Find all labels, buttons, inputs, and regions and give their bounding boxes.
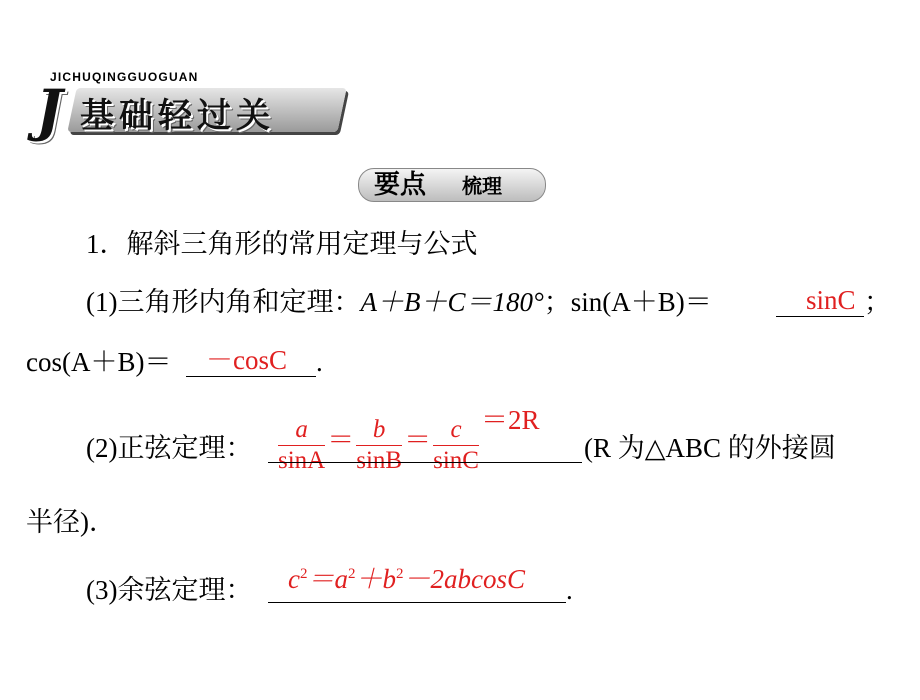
item3-period: . <box>566 575 573 605</box>
item2-note2: 半径)． <box>26 507 116 537</box>
banner-letter-logo: J <box>36 78 63 144</box>
eq-2: ＝ <box>404 425 432 455</box>
a-term: ＝a <box>307 564 348 594</box>
b-exp: 2 <box>395 566 404 582</box>
section-tag-text: 梳理 <box>462 174 502 198</box>
eq-1: ＝ <box>327 425 355 455</box>
item2-prefix: (2)正弦定理： <box>86 433 253 463</box>
item1-cos-answer: －cosC <box>206 345 287 375</box>
fraction-c-den: sinC <box>433 446 479 474</box>
fraction-b-den: sinB <box>356 446 403 474</box>
item1-sin-answer: sinC <box>806 285 856 315</box>
item1-period: . <box>316 347 323 377</box>
item1-prefix: (1)三角形内角和定理： <box>86 287 361 317</box>
fraction-a <box>278 416 325 475</box>
c-exp: 2 <box>299 566 308 582</box>
banner-title: 基础轻过关 <box>80 96 275 136</box>
a-exp: 2 <box>347 566 356 582</box>
item3-prefix: (3)余弦定理： <box>86 575 253 605</box>
fraction-a-bar <box>278 445 325 446</box>
fraction-b-num: b <box>372 415 386 443</box>
item1-sin-expr: sin(A＋B)＝ <box>570 287 712 317</box>
fraction-c-num: c <box>450 415 462 443</box>
section-tag-bold: 要点 <box>374 170 427 200</box>
item3-answer <box>288 558 525 595</box>
c-var: c <box>288 564 300 594</box>
item1-sep: ； <box>543 287 571 317</box>
item1-end: ； <box>864 287 891 317</box>
cos-term: －2abcosC <box>403 564 525 594</box>
item1-sin-blank <box>776 316 864 317</box>
item1-formula: A＋B＋C＝180° <box>360 287 544 317</box>
fraction-a-den: sinA <box>278 446 326 474</box>
item2-result: ＝2R <box>480 405 540 435</box>
item1-line <box>86 286 712 318</box>
banner-pinyin: JICHUQINGGUOGUAN <box>50 70 199 84</box>
item1-cos-blank <box>186 376 316 377</box>
fraction-a-num: a <box>295 415 308 443</box>
item1-cos-expr: cos(A＋B)＝ <box>26 347 172 377</box>
item3-blank <box>268 602 566 603</box>
fraction-b <box>356 416 402 475</box>
fraction-b-bar <box>356 445 402 446</box>
item2-sine-law <box>278 398 541 475</box>
section-heading: 1．解斜三角形的常用定理与公式 <box>86 229 478 259</box>
fraction-c <box>433 416 479 475</box>
item2-blank <box>268 462 582 463</box>
b-term: ＋b <box>355 564 396 594</box>
item2-note: (R 为△ABC 的外接圆 <box>584 433 836 463</box>
fraction-c-bar <box>433 445 479 446</box>
